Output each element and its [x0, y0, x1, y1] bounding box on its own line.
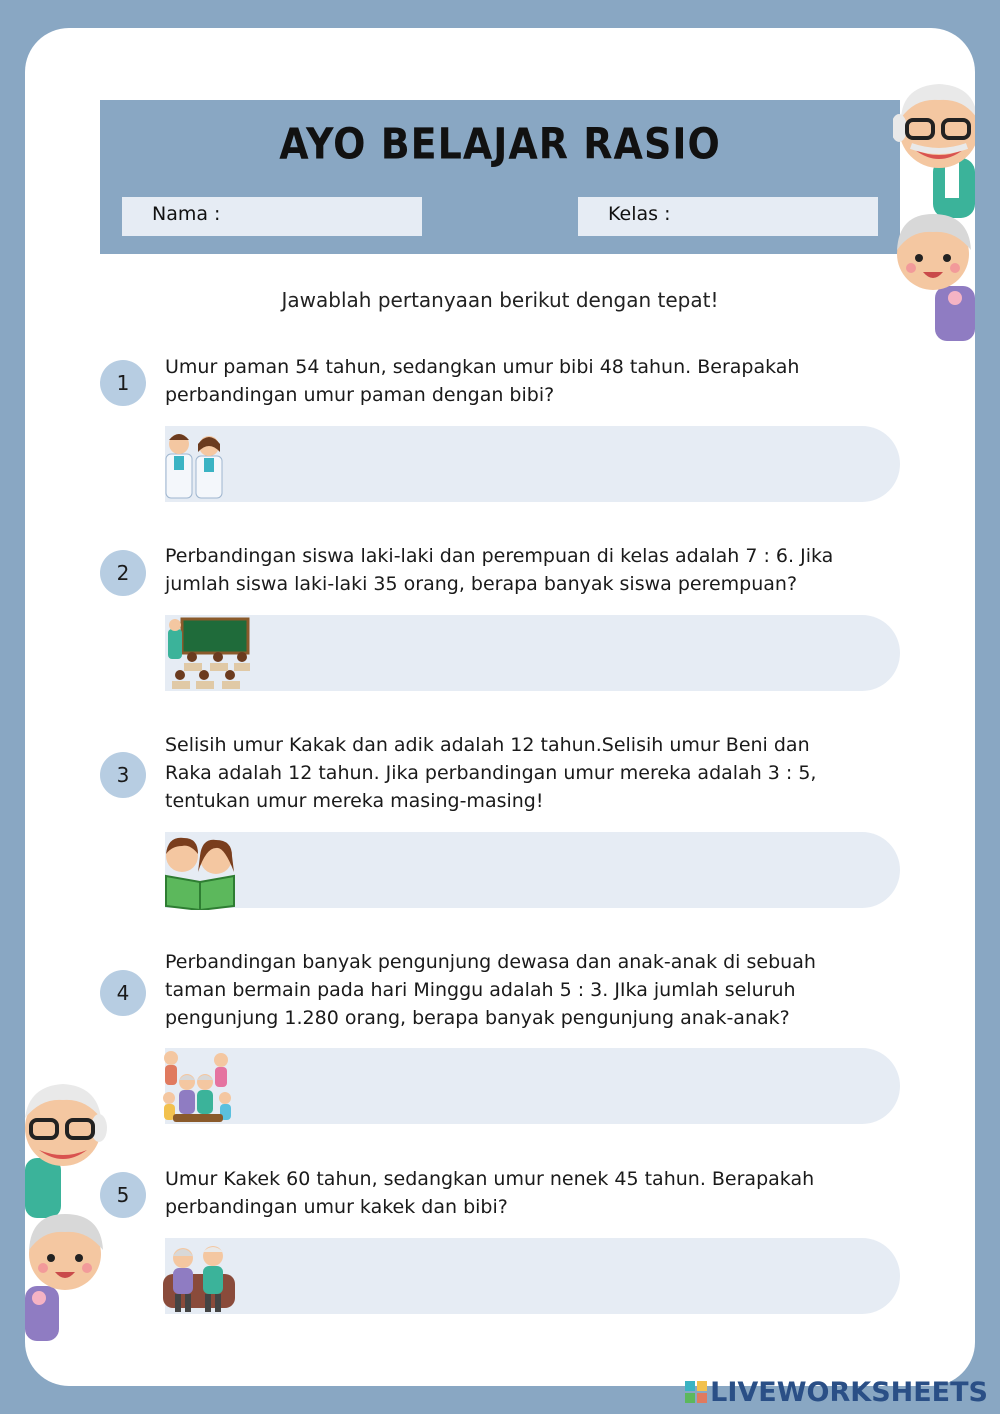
question-1-number: 1: [100, 360, 146, 406]
question-1-text: [165, 353, 885, 409]
kelas-label: Kelas :: [608, 203, 671, 225]
question-3-number: 3: [100, 752, 146, 798]
answer-5-input[interactable]: [165, 1238, 900, 1314]
grandma-illustration-top: [893, 206, 975, 341]
question-2-line-2: jumlah siswa laki-laki 35 orang, berapa banyak siswa perempuan?: [165, 573, 798, 595]
question-4-line-1: Perbandingan banyak pengunjung dewasa dan anak-anak di sebuah: [165, 951, 816, 973]
question-2-number: 2: [100, 550, 146, 596]
question-5-line-1: Umur Kakek 60 tahun, sedangkan umur nenek 45 tahun. Berapakah: [165, 1168, 815, 1190]
answer-2-input[interactable]: [165, 615, 900, 691]
grandma-illustration-bottom: [25, 1206, 107, 1341]
question-5-text: [165, 1165, 885, 1221]
grandpa-illustration-bottom: [25, 1058, 107, 1218]
nama-field[interactable]: [122, 197, 422, 236]
question-4-line-3: pengunjung 1.280 orang, berapa banyak pengunjung anak-anak?: [165, 1007, 790, 1029]
family-illustration: [159, 1048, 237, 1130]
nama-label: Nama :: [152, 203, 221, 225]
live-badge-icon: [685, 1381, 707, 1403]
grandparents-illustration: [161, 1238, 237, 1316]
question-4-line-2: taman bermain pada hari Minggu adalah 5 : 3. JIka jumlah seluruh: [165, 979, 796, 1001]
kelas-field[interactable]: [578, 197, 878, 236]
question-3-text: [165, 731, 885, 815]
question-2-line-1: Perbandingan siswa laki-laki dan perempuan di kelas adalah 7 : 6. Jika: [165, 545, 834, 567]
question-3-line-2: Raka adalah 12 tahun. Jika perbandingan umur mereka adalah 3 : 5,: [165, 762, 817, 784]
instruction-text: Jawablah pertanyaan berikut dengan tepat!: [281, 288, 719, 312]
header-banner: [100, 100, 900, 254]
liveworksheets-logo: [685, 1377, 988, 1408]
worksheet-page: [25, 28, 975, 1386]
page-title: AYO BELAJAR RASIO: [279, 119, 721, 169]
question-5-line-2: perbandingan umur kakek dan bibi?: [165, 1196, 508, 1218]
answer-4-input[interactable]: [165, 1048, 900, 1124]
classroom-illustration: [162, 615, 252, 695]
brand-name: LIVEWORKSHEETS: [710, 1377, 988, 1408]
kids-reading-illustration: [162, 832, 238, 910]
grandpa-illustration-top: [893, 58, 975, 218]
question-4-text: [165, 948, 885, 1032]
question-5-number: 5: [100, 1172, 146, 1218]
question-3-line-3: tentukan umur mereka masing-masing!: [165, 790, 544, 812]
answer-3-input[interactable]: [165, 832, 900, 908]
answer-1-input[interactable]: [165, 426, 900, 502]
doctors-illustration: [162, 426, 228, 504]
question-1-line-2: perbandingan umur paman dengan bibi?: [165, 384, 555, 406]
question-4-number: 4: [100, 970, 146, 1016]
question-1-line-1: Umur paman 54 tahun, sedangkan umur bibi 48 tahun. Berapakah: [165, 356, 800, 378]
question-3-line-1: Selisih umur Kakak dan adik adalah 12 tahun.Selisih umur Beni dan: [165, 734, 810, 756]
question-2-text: [165, 542, 885, 598]
